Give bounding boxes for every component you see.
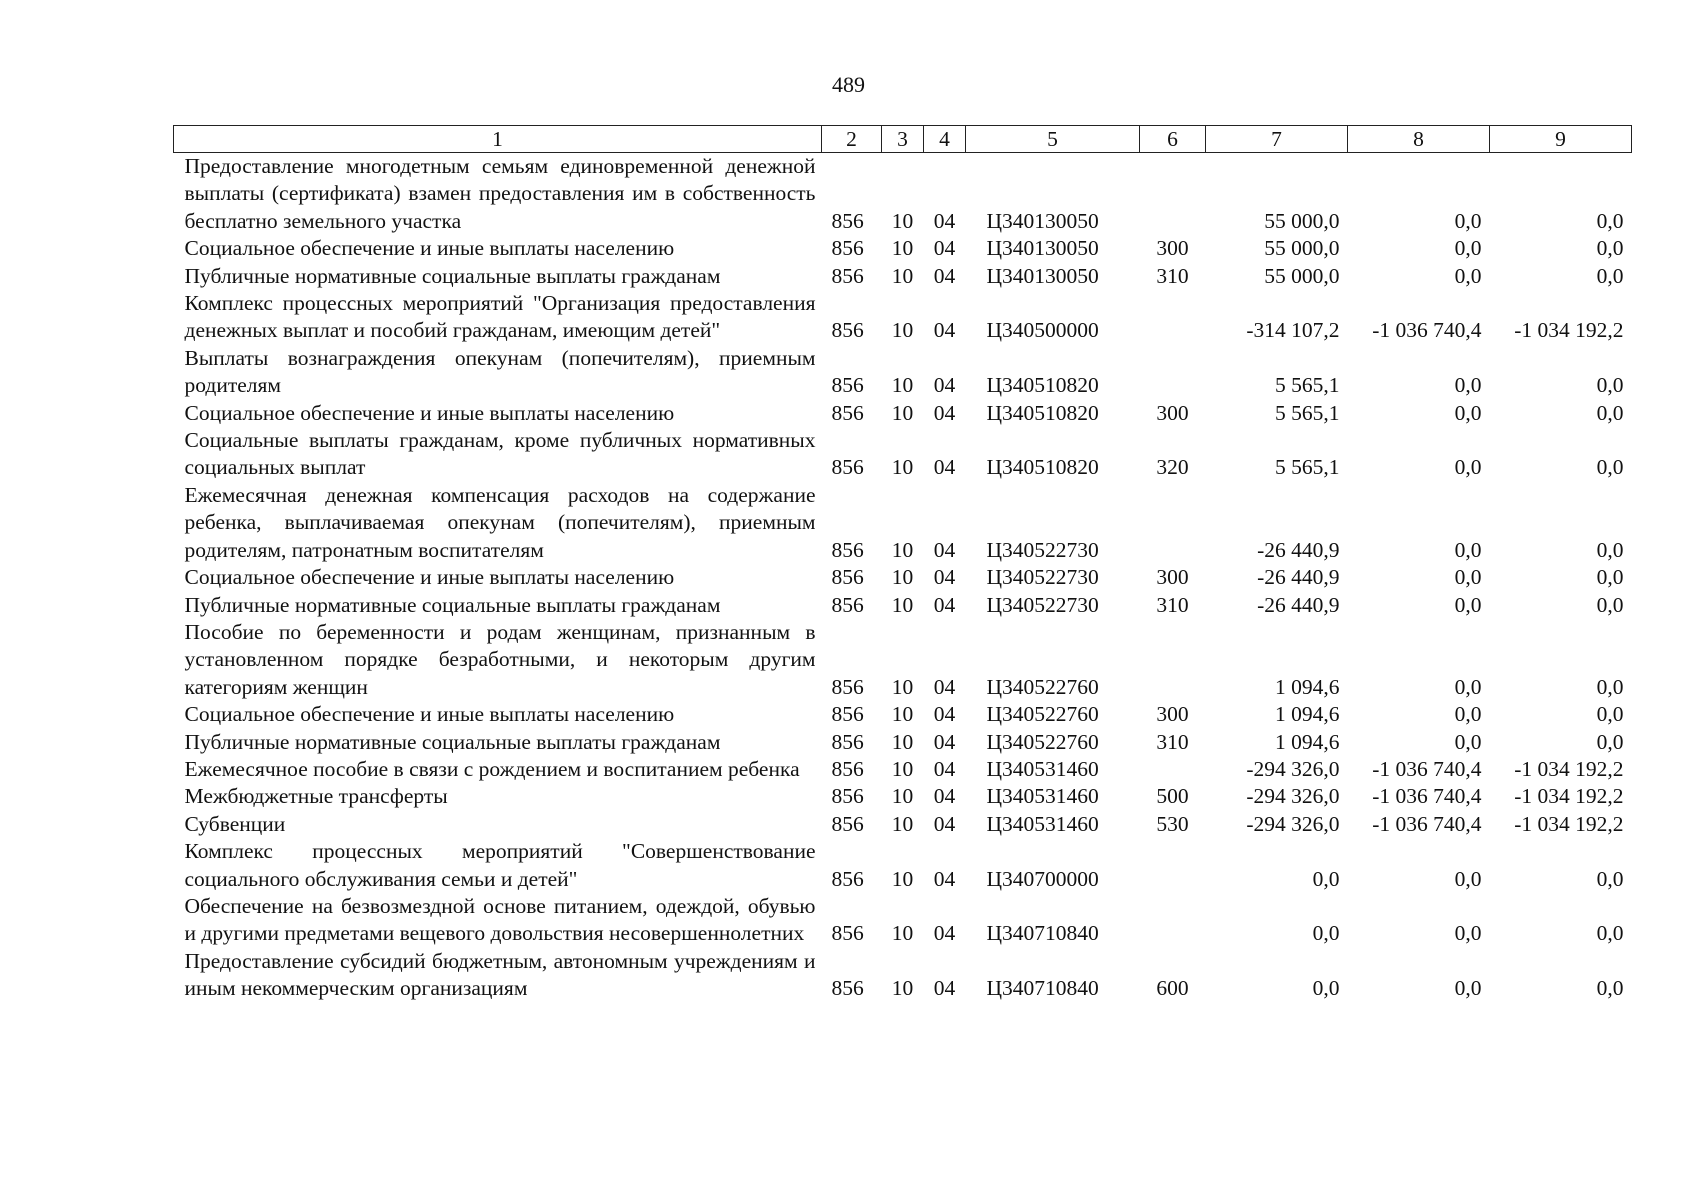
target-article-cell: Ц340500000 bbox=[986, 318, 1099, 343]
table-row bbox=[174, 263, 1632, 290]
row-name-cell: Субвенции bbox=[184, 811, 286, 836]
amount-col8-cell: 0,0 bbox=[1454, 702, 1482, 727]
table-row bbox=[174, 427, 1632, 482]
amount-col9-cell: 0,0 bbox=[1596, 373, 1624, 398]
expense-type-cell: 310 bbox=[1156, 263, 1189, 288]
expense-type-cell bbox=[1140, 838, 1206, 893]
section-cell: 10 bbox=[891, 565, 914, 590]
expense-type-cell: 530 bbox=[1156, 811, 1189, 836]
amount-col8-cell: 0,0 bbox=[1454, 565, 1482, 590]
amount-col7-cell: 5 565,1 bbox=[1275, 373, 1340, 398]
section-cell: 10 bbox=[891, 729, 914, 754]
admin-code-cell: 856 bbox=[831, 866, 864, 891]
amount-col7-cell: -294 326,0 bbox=[1246, 784, 1340, 809]
expense-type-cell bbox=[1140, 756, 1206, 783]
target-article-cell: Ц340700000 bbox=[986, 866, 1099, 891]
section-cell: 10 bbox=[891, 921, 914, 946]
section-cell: 10 bbox=[891, 866, 914, 891]
amount-col8-cell: -1 036 740,4 bbox=[1372, 811, 1482, 836]
amount-col8-cell: -1 036 740,4 bbox=[1372, 756, 1482, 781]
row-name-cell: Публичные нормативные социальные выплаты гражданам bbox=[184, 729, 721, 754]
amount-col8-cell: 0,0 bbox=[1454, 208, 1482, 233]
amount-col8-cell: 0,0 bbox=[1454, 537, 1482, 562]
row-name-cell: Обеспечение на безвозмездной основе питанием, одеждой, обувью и другими предметами вещевого довольствия несовершеннолетних bbox=[184, 893, 816, 946]
amount-col9-cell: 0,0 bbox=[1596, 921, 1624, 946]
subsection-cell: 04 bbox=[933, 537, 956, 562]
amount-col8-cell: 0,0 bbox=[1454, 976, 1482, 1001]
amount-col7-cell: 5 565,1 bbox=[1275, 455, 1340, 480]
admin-code-cell: 856 bbox=[831, 537, 864, 562]
table-row bbox=[174, 893, 1632, 948]
amount-col9-cell: 0,0 bbox=[1596, 976, 1624, 1001]
amount-col7-cell: 55 000,0 bbox=[1264, 236, 1340, 261]
amount-col9-cell: 0,0 bbox=[1596, 455, 1624, 480]
subsection-cell: 04 bbox=[933, 784, 956, 809]
table-row bbox=[174, 948, 1632, 1003]
target-article-cell: Ц340710840 bbox=[986, 921, 1099, 946]
admin-code-cell: 856 bbox=[831, 208, 864, 233]
row-name-cell: Социальное обеспечение и иные выплаты населению bbox=[184, 236, 675, 261]
section-cell: 10 bbox=[891, 373, 914, 398]
amount-col9-cell: 0,0 bbox=[1596, 236, 1624, 261]
subsection-cell: 04 bbox=[933, 729, 956, 754]
amount-col9-cell: 0,0 bbox=[1596, 208, 1624, 233]
row-name-cell: Ежемесячное пособие в связи с рождением и воспитанием ребенка bbox=[184, 756, 800, 781]
target-article-cell: Ц340510820 bbox=[986, 400, 1099, 425]
column-header-5: 5 bbox=[966, 126, 1140, 153]
table-row bbox=[174, 838, 1632, 893]
target-article-cell: Ц340510820 bbox=[986, 455, 1099, 480]
table-row bbox=[174, 345, 1632, 400]
amount-col8-cell: 0,0 bbox=[1454, 455, 1482, 480]
amount-col7-cell: 55 000,0 bbox=[1264, 208, 1340, 233]
table-row bbox=[174, 783, 1632, 810]
expense-type-cell: 300 bbox=[1156, 236, 1189, 261]
table-row bbox=[174, 564, 1632, 591]
target-article-cell: Ц340522760 bbox=[986, 702, 1099, 727]
column-header-6: 6 bbox=[1140, 126, 1206, 153]
target-article-cell: Ц340522730 bbox=[986, 592, 1099, 617]
subsection-cell: 04 bbox=[933, 702, 956, 727]
target-article-cell: Ц340510820 bbox=[986, 373, 1099, 398]
target-article-cell: Ц340522760 bbox=[986, 674, 1099, 699]
amount-col9-cell: 0,0 bbox=[1596, 729, 1624, 754]
page-number: 489 bbox=[832, 72, 865, 97]
admin-code-cell: 856 bbox=[831, 318, 864, 343]
amount-col7-cell: 0,0 bbox=[1312, 921, 1340, 946]
section-cell: 10 bbox=[891, 784, 914, 809]
amount-col8-cell: 0,0 bbox=[1454, 263, 1482, 288]
column-header-7: 7 bbox=[1206, 126, 1348, 153]
amount-col9-cell: 0,0 bbox=[1596, 592, 1624, 617]
expense-type-cell bbox=[1140, 345, 1206, 400]
amount-col9-cell: -1 034 192,2 bbox=[1514, 811, 1624, 836]
amount-col9-cell: 0,0 bbox=[1596, 866, 1624, 891]
amount-col9-cell: -1 034 192,2 bbox=[1514, 318, 1624, 343]
target-article-cell: Ц340522730 bbox=[986, 565, 1099, 590]
section-cell: 10 bbox=[891, 208, 914, 233]
section-cell: 10 bbox=[891, 318, 914, 343]
amount-col9-cell: 0,0 bbox=[1596, 263, 1624, 288]
subsection-cell: 04 bbox=[933, 373, 956, 398]
admin-code-cell: 856 bbox=[831, 400, 864, 425]
amount-col8-cell: 0,0 bbox=[1454, 236, 1482, 261]
header-row bbox=[174, 126, 1632, 153]
column-header-2: 2 bbox=[822, 126, 882, 153]
row-name-cell: Комплекс процессных мероприятий "Организация предоставления денежных выплат и пособий гражданам, имеющим детей" bbox=[184, 291, 816, 343]
admin-code-cell: 856 bbox=[831, 565, 864, 590]
amount-col8-cell: 0,0 bbox=[1454, 373, 1482, 398]
subsection-cell: 04 bbox=[933, 455, 956, 480]
expense-type-cell: 300 bbox=[1156, 565, 1189, 590]
amount-col7-cell: 55 000,0 bbox=[1264, 263, 1340, 288]
row-name-cell: Комплекс процессных мероприятий "Совершенствование социального обслуживания семьи и детей" bbox=[184, 839, 816, 891]
table-row bbox=[174, 235, 1632, 262]
admin-code-cell: 856 bbox=[831, 784, 864, 809]
expense-type-cell: 600 bbox=[1156, 976, 1189, 1001]
target-article-cell: Ц340130050 bbox=[986, 263, 1099, 288]
section-cell: 10 bbox=[891, 537, 914, 562]
row-name-cell: Пособие по беременности и родам женщинам, признанным в установленном порядке безработными, и некоторым другим категориям женщин bbox=[184, 619, 816, 699]
amount-col8-cell: 0,0 bbox=[1454, 674, 1482, 699]
column-header-1: 1 bbox=[174, 126, 822, 153]
subsection-cell: 04 bbox=[933, 565, 956, 590]
amount-col8-cell: 0,0 bbox=[1454, 921, 1482, 946]
subsection-cell: 04 bbox=[933, 756, 956, 781]
admin-code-cell: 856 bbox=[831, 263, 864, 288]
table-row bbox=[174, 153, 1632, 236]
subsection-cell: 04 bbox=[933, 263, 956, 288]
admin-code-cell: 856 bbox=[831, 674, 864, 699]
amount-col7-cell: 5 565,1 bbox=[1275, 400, 1340, 425]
amount-col8-cell: -1 036 740,4 bbox=[1372, 784, 1482, 809]
amount-col7-cell: -26 440,9 bbox=[1257, 565, 1340, 590]
subsection-cell: 04 bbox=[933, 866, 956, 891]
amount-col7-cell: -294 326,0 bbox=[1246, 756, 1340, 781]
target-article-cell: Ц340522760 bbox=[986, 729, 1099, 754]
section-cell: 10 bbox=[891, 236, 914, 261]
subsection-cell: 04 bbox=[933, 236, 956, 261]
column-header-3: 3 bbox=[882, 126, 924, 153]
amount-col9-cell: -1 034 192,2 bbox=[1514, 784, 1624, 809]
table-body bbox=[174, 153, 1632, 1003]
expense-type-cell: 300 bbox=[1156, 400, 1189, 425]
row-name-cell: Ежемесячная денежная компенсация расходов на содержание ребенка, выплачиваемая опекунам (попечителям), приемным родителям, патронатным воспитателям bbox=[184, 482, 816, 562]
amount-col9-cell: 0,0 bbox=[1596, 400, 1624, 425]
section-cell: 10 bbox=[891, 811, 914, 836]
section-cell: 10 bbox=[891, 702, 914, 727]
table-header bbox=[174, 126, 1632, 153]
expense-type-cell bbox=[1140, 619, 1206, 701]
row-name-cell: Социальные выплаты гражданам, кроме публичных нормативных социальных выплат bbox=[184, 428, 816, 480]
target-article-cell: Ц340130050 bbox=[986, 236, 1099, 261]
table-row bbox=[174, 729, 1632, 756]
row-name-cell: Публичные нормативные социальные выплаты гражданам bbox=[184, 263, 721, 288]
admin-code-cell: 856 bbox=[831, 702, 864, 727]
amount-col7-cell: -294 326,0 bbox=[1246, 811, 1340, 836]
amount-col8-cell: 0,0 bbox=[1454, 729, 1482, 754]
amount-col8-cell: 0,0 bbox=[1454, 592, 1482, 617]
admin-code-cell: 856 bbox=[831, 373, 864, 398]
row-name-cell: Социальное обеспечение и иные выплаты населению bbox=[184, 565, 675, 590]
admin-code-cell: 856 bbox=[831, 976, 864, 1001]
row-name-cell: Предоставление многодетным семьям единовременной денежной выплаты (сертификата) взамен предоставления им в собственность бесплатно земельного участка bbox=[184, 154, 816, 233]
row-name-cell: Выплаты вознаграждения опекунам (попечителям), приемным родителям bbox=[184, 345, 816, 398]
amount-col7-cell: 1 094,6 bbox=[1275, 729, 1340, 754]
expense-type-cell bbox=[1140, 893, 1206, 948]
expense-type-cell: 320 bbox=[1156, 455, 1189, 480]
expense-type-cell: 310 bbox=[1156, 592, 1189, 617]
section-cell: 10 bbox=[891, 674, 914, 699]
amount-col7-cell: -26 440,9 bbox=[1257, 592, 1340, 617]
subsection-cell: 04 bbox=[933, 318, 956, 343]
table-row bbox=[174, 619, 1632, 701]
amount-col8-cell: 0,0 bbox=[1454, 866, 1482, 891]
section-cell: 10 bbox=[891, 592, 914, 617]
table-row bbox=[174, 756, 1632, 783]
row-name-cell: Межбюджетные трансферты bbox=[184, 784, 448, 809]
column-header-8: 8 bbox=[1348, 126, 1490, 153]
admin-code-cell: 856 bbox=[831, 729, 864, 754]
amount-col7-cell: 0,0 bbox=[1312, 976, 1340, 1001]
table-row bbox=[174, 400, 1632, 427]
target-article-cell: Ц340531460 bbox=[986, 784, 1099, 809]
amount-col7-cell: 1 094,6 bbox=[1275, 702, 1340, 727]
admin-code-cell: 856 bbox=[831, 592, 864, 617]
target-article-cell: Ц340531460 bbox=[986, 811, 1099, 836]
amount-col7-cell: -26 440,9 bbox=[1257, 537, 1340, 562]
target-article-cell: Ц340130050 bbox=[986, 208, 1099, 233]
amount-col9-cell: 0,0 bbox=[1596, 702, 1624, 727]
budget-table bbox=[173, 125, 1632, 1003]
target-article-cell: Ц340710840 bbox=[986, 976, 1099, 1001]
target-article-cell: Ц340522730 bbox=[986, 537, 1099, 562]
subsection-cell: 04 bbox=[933, 921, 956, 946]
amount-col7-cell: 1 094,6 bbox=[1275, 674, 1340, 699]
expense-type-cell bbox=[1140, 290, 1206, 345]
amount-col9-cell: 0,0 bbox=[1596, 674, 1624, 699]
section-cell: 10 bbox=[891, 455, 914, 480]
row-name-cell: Публичные нормативные социальные выплаты гражданам bbox=[184, 592, 721, 617]
section-cell: 10 bbox=[891, 756, 914, 781]
admin-code-cell: 856 bbox=[831, 811, 864, 836]
amount-col8-cell: 0,0 bbox=[1454, 400, 1482, 425]
table-row bbox=[174, 592, 1632, 619]
table-row bbox=[174, 482, 1632, 564]
amount-col8-cell: -1 036 740,4 bbox=[1372, 318, 1482, 343]
column-header-4: 4 bbox=[924, 126, 966, 153]
column-header-9: 9 bbox=[1490, 126, 1632, 153]
subsection-cell: 04 bbox=[933, 674, 956, 699]
row-name-cell: Социальное обеспечение и иные выплаты населению bbox=[184, 400, 675, 425]
admin-code-cell: 856 bbox=[831, 921, 864, 946]
admin-code-cell: 856 bbox=[831, 455, 864, 480]
admin-code-cell: 856 bbox=[831, 756, 864, 781]
row-name-cell: Социальное обеспечение и иные выплаты населению bbox=[184, 702, 675, 727]
table-row bbox=[174, 701, 1632, 728]
section-cell: 10 bbox=[891, 400, 914, 425]
row-name-cell: Предоставление субсидий бюджетным, автономным учреждениям и иным некоммерческим организациям bbox=[184, 948, 816, 1001]
expense-type-cell bbox=[1140, 153, 1206, 236]
amount-col9-cell: 0,0 bbox=[1596, 565, 1624, 590]
subsection-cell: 04 bbox=[933, 976, 956, 1001]
expense-type-cell: 310 bbox=[1156, 729, 1189, 754]
table-row bbox=[174, 290, 1632, 345]
admin-code-cell: 856 bbox=[831, 236, 864, 261]
amount-col7-cell: 0,0 bbox=[1312, 866, 1340, 891]
subsection-cell: 04 bbox=[933, 208, 956, 233]
section-cell: 10 bbox=[891, 263, 914, 288]
table-row bbox=[174, 811, 1632, 838]
subsection-cell: 04 bbox=[933, 811, 956, 836]
expense-type-cell: 300 bbox=[1156, 702, 1189, 727]
expense-type-cell bbox=[1140, 482, 1206, 564]
amount-col7-cell: -314 107,2 bbox=[1246, 318, 1340, 343]
amount-col9-cell: 0,0 bbox=[1596, 537, 1624, 562]
section-cell: 10 bbox=[891, 976, 914, 1001]
expense-type-cell: 500 bbox=[1156, 784, 1189, 809]
amount-col9-cell: -1 034 192,2 bbox=[1514, 756, 1624, 781]
target-article-cell: Ц340531460 bbox=[986, 756, 1099, 781]
subsection-cell: 04 bbox=[933, 400, 956, 425]
subsection-cell: 04 bbox=[933, 592, 956, 617]
